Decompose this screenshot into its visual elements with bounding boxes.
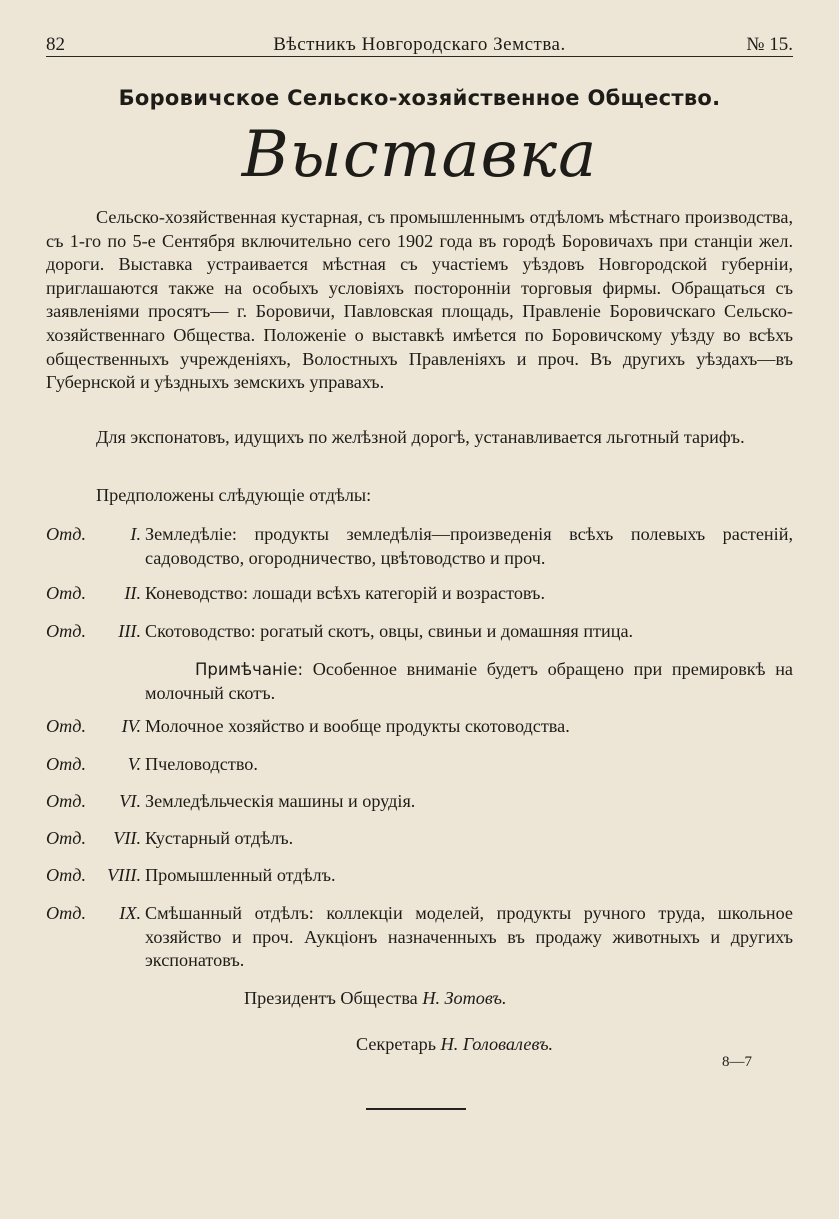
- section-otd: Отд.: [46, 716, 87, 736]
- section-item-2: [46, 582, 793, 606]
- section-number: V.: [127, 754, 141, 774]
- section-otd: Отд.: [46, 903, 87, 923]
- section-number: VI.: [119, 791, 141, 811]
- section-number: VIII.: [107, 865, 141, 885]
- note-label: Примѣчаніе:: [195, 660, 304, 679]
- secretary-role: Секретарь: [356, 1034, 437, 1054]
- section-item-6: [46, 790, 793, 814]
- section-text: Земледѣліе: продукты земледѣлія—произведенія всѣхъ полевыхъ растеній, садоводство, огородничество, цвѣтоводство и проч.: [145, 524, 793, 568]
- section-text: Коневодство: лошади всѣхъ категорій и возрастовъ.: [145, 583, 546, 603]
- journal-title: Вѣстникъ Новгородскаго Земства.: [273, 34, 566, 55]
- section-item-4: [46, 715, 793, 739]
- section-number: III.: [118, 621, 141, 641]
- section-item-9: [46, 902, 793, 973]
- section-text: Скотоводство: рогатый скотъ, овцы, свиньи и домашняя птица.: [145, 621, 634, 641]
- president-name: Н. Зотовъ.: [422, 988, 507, 1008]
- section-text: Промышленный отдѣлъ.: [145, 865, 336, 885]
- section-otd: Отд.: [46, 583, 87, 603]
- note-text: Особенное вниманіе будетъ обращено при премировкѣ на молочный скотъ.: [145, 659, 793, 703]
- secretary-signature: [356, 1034, 553, 1055]
- issue-number: № 15.: [746, 34, 793, 55]
- secretary-name: Н. Головалевъ.: [440, 1034, 554, 1054]
- reference-number: 8—7: [722, 1054, 752, 1070]
- president-role: Президентъ Общества: [244, 988, 418, 1008]
- section-number: IV.: [121, 716, 141, 736]
- section-otd: Отд.: [46, 754, 87, 774]
- section-number: IX.: [119, 903, 141, 923]
- section-text: Земледѣльческія машины и орудія.: [145, 791, 416, 811]
- running-head: [46, 30, 793, 57]
- closing-rule: [366, 1108, 466, 1110]
- section-text: Пчеловодство.: [145, 754, 258, 774]
- section-item-3: [46, 620, 793, 644]
- section-otd: Отд.: [46, 524, 87, 544]
- exhibition-title: Выставка: [241, 118, 598, 192]
- tariff-paragraph: Для экспонатовъ, идущихъ по желѣзной дорогѣ, устанавливается льготный тарифъ.: [96, 427, 745, 447]
- sections-intro: Предположены слѣдующіе отдѣлы:: [96, 485, 372, 505]
- section-number: II.: [124, 583, 141, 603]
- section-otd: Отд.: [46, 828, 87, 848]
- intro-paragraph: Сельско-хозяйственная кустарная, съ промышленнымъ отдѣломъ мѣстнаго производства, съ 1-го по 5-е Сентября включительно сего 1902 года въ городѣ Боровичахъ при станціи жел. дороги. Выставка устраивается мѣстная съ участіемъ уѣздовъ Новгородской губерніи, приглашаются также на особыхъ условіяхъ посторонніи торговыя фирмы. Обращаться съ заявленіями просятъ— г. Боровичи, Павловская площадь, Правленіе Боровичскаго Сельско-хозяйственнаго Общества. Положеніе о выставкѣ имѣется по Боровичскому уѣзду во всѣхъ общественныхъ учрежденіяхъ, Волостныхъ Правленіяхъ и проч. Въ другихъ уѣздахъ—въ Губернской и уѣздныхъ земскихъ управахъ.: [46, 207, 793, 393]
- section-otd: Отд.: [46, 621, 87, 641]
- page-number: 82: [46, 34, 65, 55]
- section-number: I.: [130, 524, 141, 544]
- section-item-8: [46, 864, 793, 888]
- section-item-1: [46, 523, 793, 570]
- section-text: Смѣшанный отдѣлъ: коллекціи моделей, продукты ручного труда, школьное хозяйство и проч. Аукціонъ назначенныхъ въ продажу животныхъ и другихъ экспонатовъ.: [145, 903, 793, 971]
- note: [145, 658, 793, 705]
- president-signature: [244, 988, 507, 1009]
- section-otd: Отд.: [46, 865, 87, 885]
- organization-title: Боровичское Сельско-хозяйственное Общество.: [118, 86, 721, 110]
- section-item-7: [46, 827, 793, 851]
- section-text: Молочное хозяйство и вообще продукты скотоводства.: [145, 716, 570, 736]
- section-text: Кустарный отдѣлъ.: [145, 828, 294, 848]
- section-otd: Отд.: [46, 791, 87, 811]
- section-number: VII.: [113, 828, 141, 848]
- section-item-5: [46, 753, 793, 777]
